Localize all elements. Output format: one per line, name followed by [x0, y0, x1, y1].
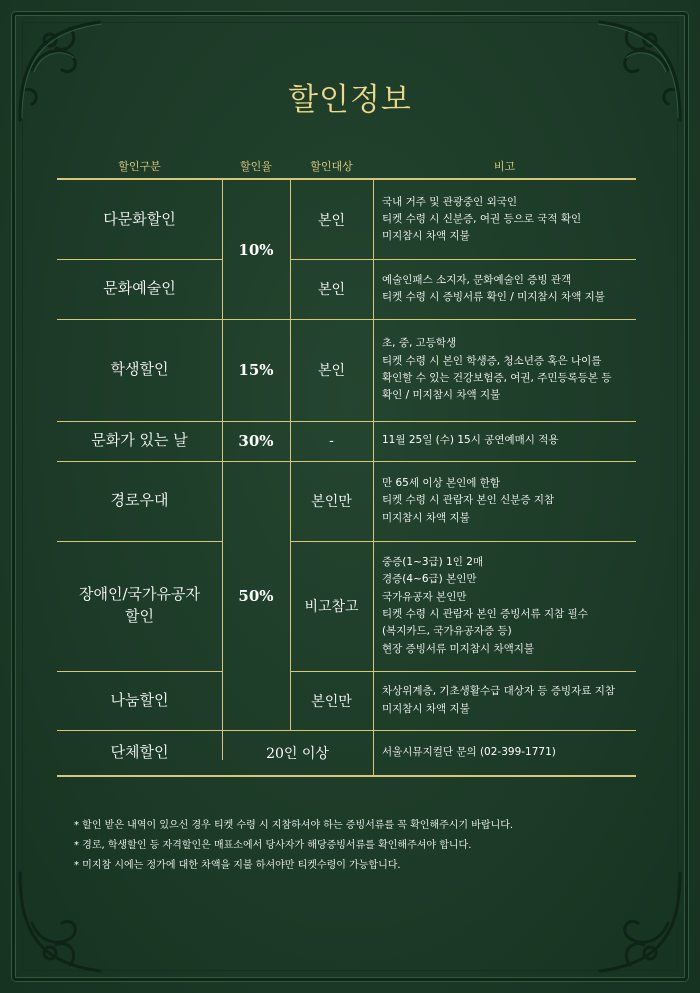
note-line: 미지참시 차액 지불 [382, 230, 470, 243]
table-header [57, 152, 636, 180]
corner-ornament-icon [570, 863, 690, 983]
note-line: 예술인패스 소지자, 문화예술인 증빙 관객 [382, 273, 572, 286]
row-target: - [329, 433, 334, 449]
note-line: 중증(1~3급) 1인 2매 [382, 556, 484, 569]
row-name: 나눔할인 [110, 690, 169, 709]
row-target: 본인 [317, 212, 346, 229]
note-line: 티켓 수령 시 관람자 본인 신분증 지참 [382, 494, 555, 507]
row-notes [382, 461, 636, 541]
row-name [57, 541, 222, 671]
note-line: 국내 거주 및 관광중인 외국인 [382, 195, 518, 208]
table-body [57, 180, 636, 775]
row-target: 본인만 [311, 693, 352, 710]
footnotes [74, 816, 654, 876]
row-notes [382, 730, 636, 775]
row-name: 경로우대 [110, 491, 169, 510]
footnote-item: * 할인 받은 내역이 있으신 경우 티켓 수령 시 지참하셔야 하는 증빙서류를 꼭 확인해주시기 바랍니다. [74, 820, 514, 831]
table-bottom-border [57, 775, 636, 777]
corner-ornament-icon [10, 863, 130, 983]
row-notes [382, 319, 636, 421]
row-name: 단체할인 [110, 742, 169, 761]
row-target: 본인 [317, 282, 346, 298]
row-notes [382, 259, 636, 319]
row-notes [382, 421, 636, 461]
row-name: 다문화할인 [103, 209, 176, 228]
note-line: 국가유공자 본인만 [382, 590, 467, 603]
rate-cell: 10% [238, 240, 274, 259]
row-notes [382, 541, 636, 671]
note-line: 차상위계층, 기초생활수급 대상자 등 증빙자료 지참 [382, 685, 616, 698]
row-notes [382, 180, 636, 259]
note-line: 티켓 수령 시 신분증, 여권 등으로 국적 확인 [382, 212, 582, 225]
note-line: 티켓 수령 시 증빙서류 확인 / 미지참시 차액 지불 [382, 291, 605, 303]
row-notes [382, 671, 636, 730]
note-line: 티켓 수령 시 본인 학생증, 청소년증 혹은 나이를 [382, 354, 602, 367]
note-line: (복지카드, 국가유공자증 등) [382, 625, 512, 638]
note-line: 경증(4~6급) 본인만 [382, 573, 477, 586]
header-category: 할인구분 [118, 160, 161, 173]
row-target: 본인 [317, 363, 346, 379]
note-line: 만 65세 이상 본인에 한함 [382, 477, 500, 490]
row-target: 본인만 [311, 494, 352, 510]
row-target: 20인 이상 [266, 745, 329, 762]
row-name-line: 할인 [125, 607, 154, 625]
note-line: 현장 증빙서류 미지참시 차액지불 [382, 642, 535, 655]
note-line: 확인할 수 있는 건강보험증, 여권, 주민등록등본 등 [382, 372, 612, 384]
row-name-line: 장애인/국가유공자 [79, 585, 200, 604]
row-name: 문화예술인 [103, 279, 176, 298]
row-name: 문화가 있는 날 [91, 431, 188, 450]
note-line: 미지참시 차액 지불 [382, 511, 470, 524]
note-line: 확인 / 미지참시 차액 지불 [382, 389, 501, 402]
note-line: 11월 25일 (수) 15시 공연예매시 적용 [382, 434, 559, 447]
header-note: 비고 [493, 160, 516, 173]
rate-cell: 15% [238, 361, 274, 379]
row-target: 비고참고 [304, 599, 359, 615]
header-rate: 할인율 [240, 160, 272, 173]
footnote-item: * 미지참 시에는 정가에 대한 차액을 지불 하셔야만 티켓수령이 가능합니다. [74, 860, 401, 871]
row-name: 학생할인 [110, 360, 169, 379]
note-line: 초, 중, 고등학생 [382, 337, 457, 350]
rate-cell: 30% [238, 432, 274, 450]
discount-table [57, 152, 636, 775]
header-target: 할인대상 [310, 160, 353, 173]
footnote-item: * 경로, 학생할인 등 자격할인은 매표소에서 당사자가 해당증빙서류를 확인해주셔야 합니다. [74, 840, 472, 851]
note-line: 티켓 수령 시 관람자 본인 증빙서류 지참 필수 [382, 608, 588, 620]
page-title: 할인정보 [288, 82, 412, 118]
rate-cell: 50% [238, 586, 274, 605]
note-line: 미지참시 차액 지불 [382, 702, 470, 715]
column-divider [373, 180, 374, 775]
note-line: 서울시뮤지컬단 문의 (02-399-1771) [382, 745, 556, 758]
